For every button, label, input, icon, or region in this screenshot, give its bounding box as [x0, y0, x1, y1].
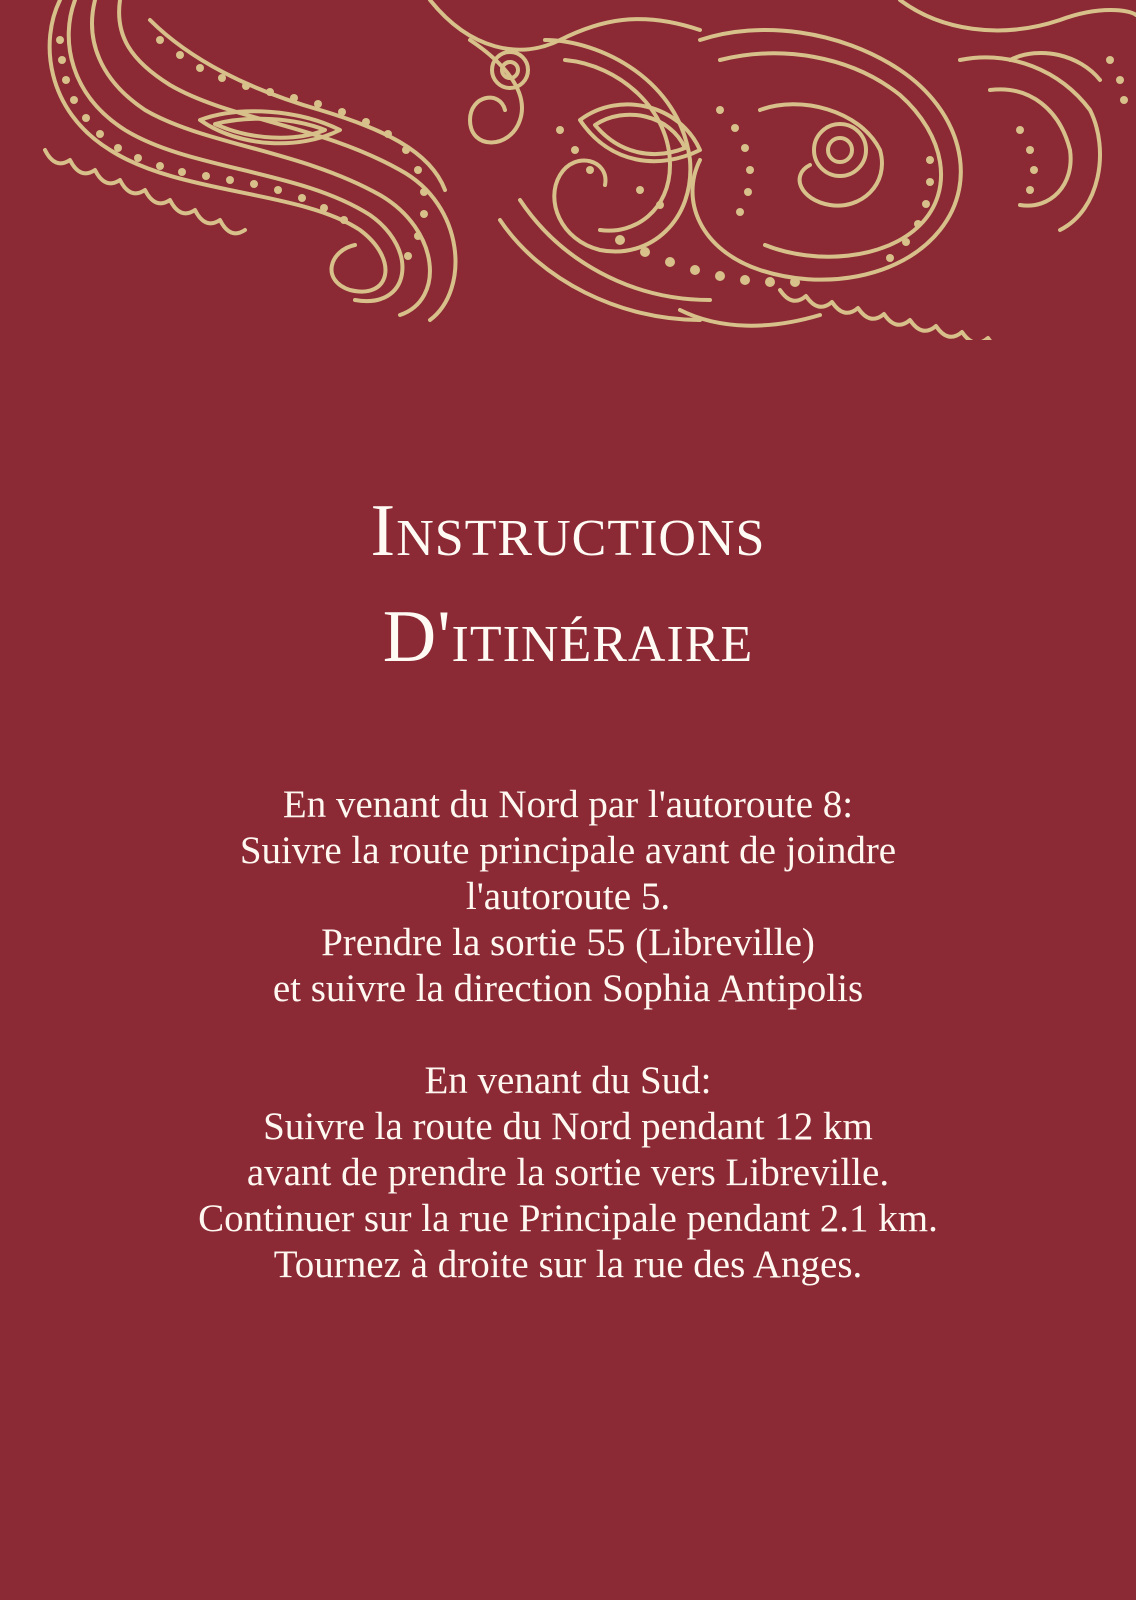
south-line: Suivre la route du Nord pendant 12 km	[263, 1105, 873, 1148]
north-line: l'autoroute 5.	[465, 875, 671, 918]
title-line-1: Instructions	[370, 490, 766, 572]
north-line: Prendre la sortie 55 (Libreville)	[321, 921, 815, 964]
directions-from-south	[0, 1058, 1136, 1288]
south-line: Tournez à droite sur la rue des Anges.	[273, 1243, 863, 1286]
page-title	[0, 478, 1136, 690]
gold-paisley-ornament	[0, 0, 1136, 340]
title-line-2: D'itinéraire	[382, 596, 754, 678]
north-line-heading: En venant du Nord par l'autoroute 8:	[282, 783, 854, 826]
south-line-heading: En venant du Sud:	[424, 1059, 712, 1102]
directions-from-north	[0, 782, 1136, 1012]
north-line: et suivre la direction Sophia Antipolis	[272, 967, 864, 1010]
south-line: Continuer sur la rue Principale pendant 2.1 km.	[198, 1197, 938, 1240]
south-line: avant de prendre la sortie vers Libreville.	[246, 1151, 890, 1194]
directions-text	[0, 782, 1136, 1334]
north-line: Suivre la route principale avant de joindre	[239, 829, 897, 872]
